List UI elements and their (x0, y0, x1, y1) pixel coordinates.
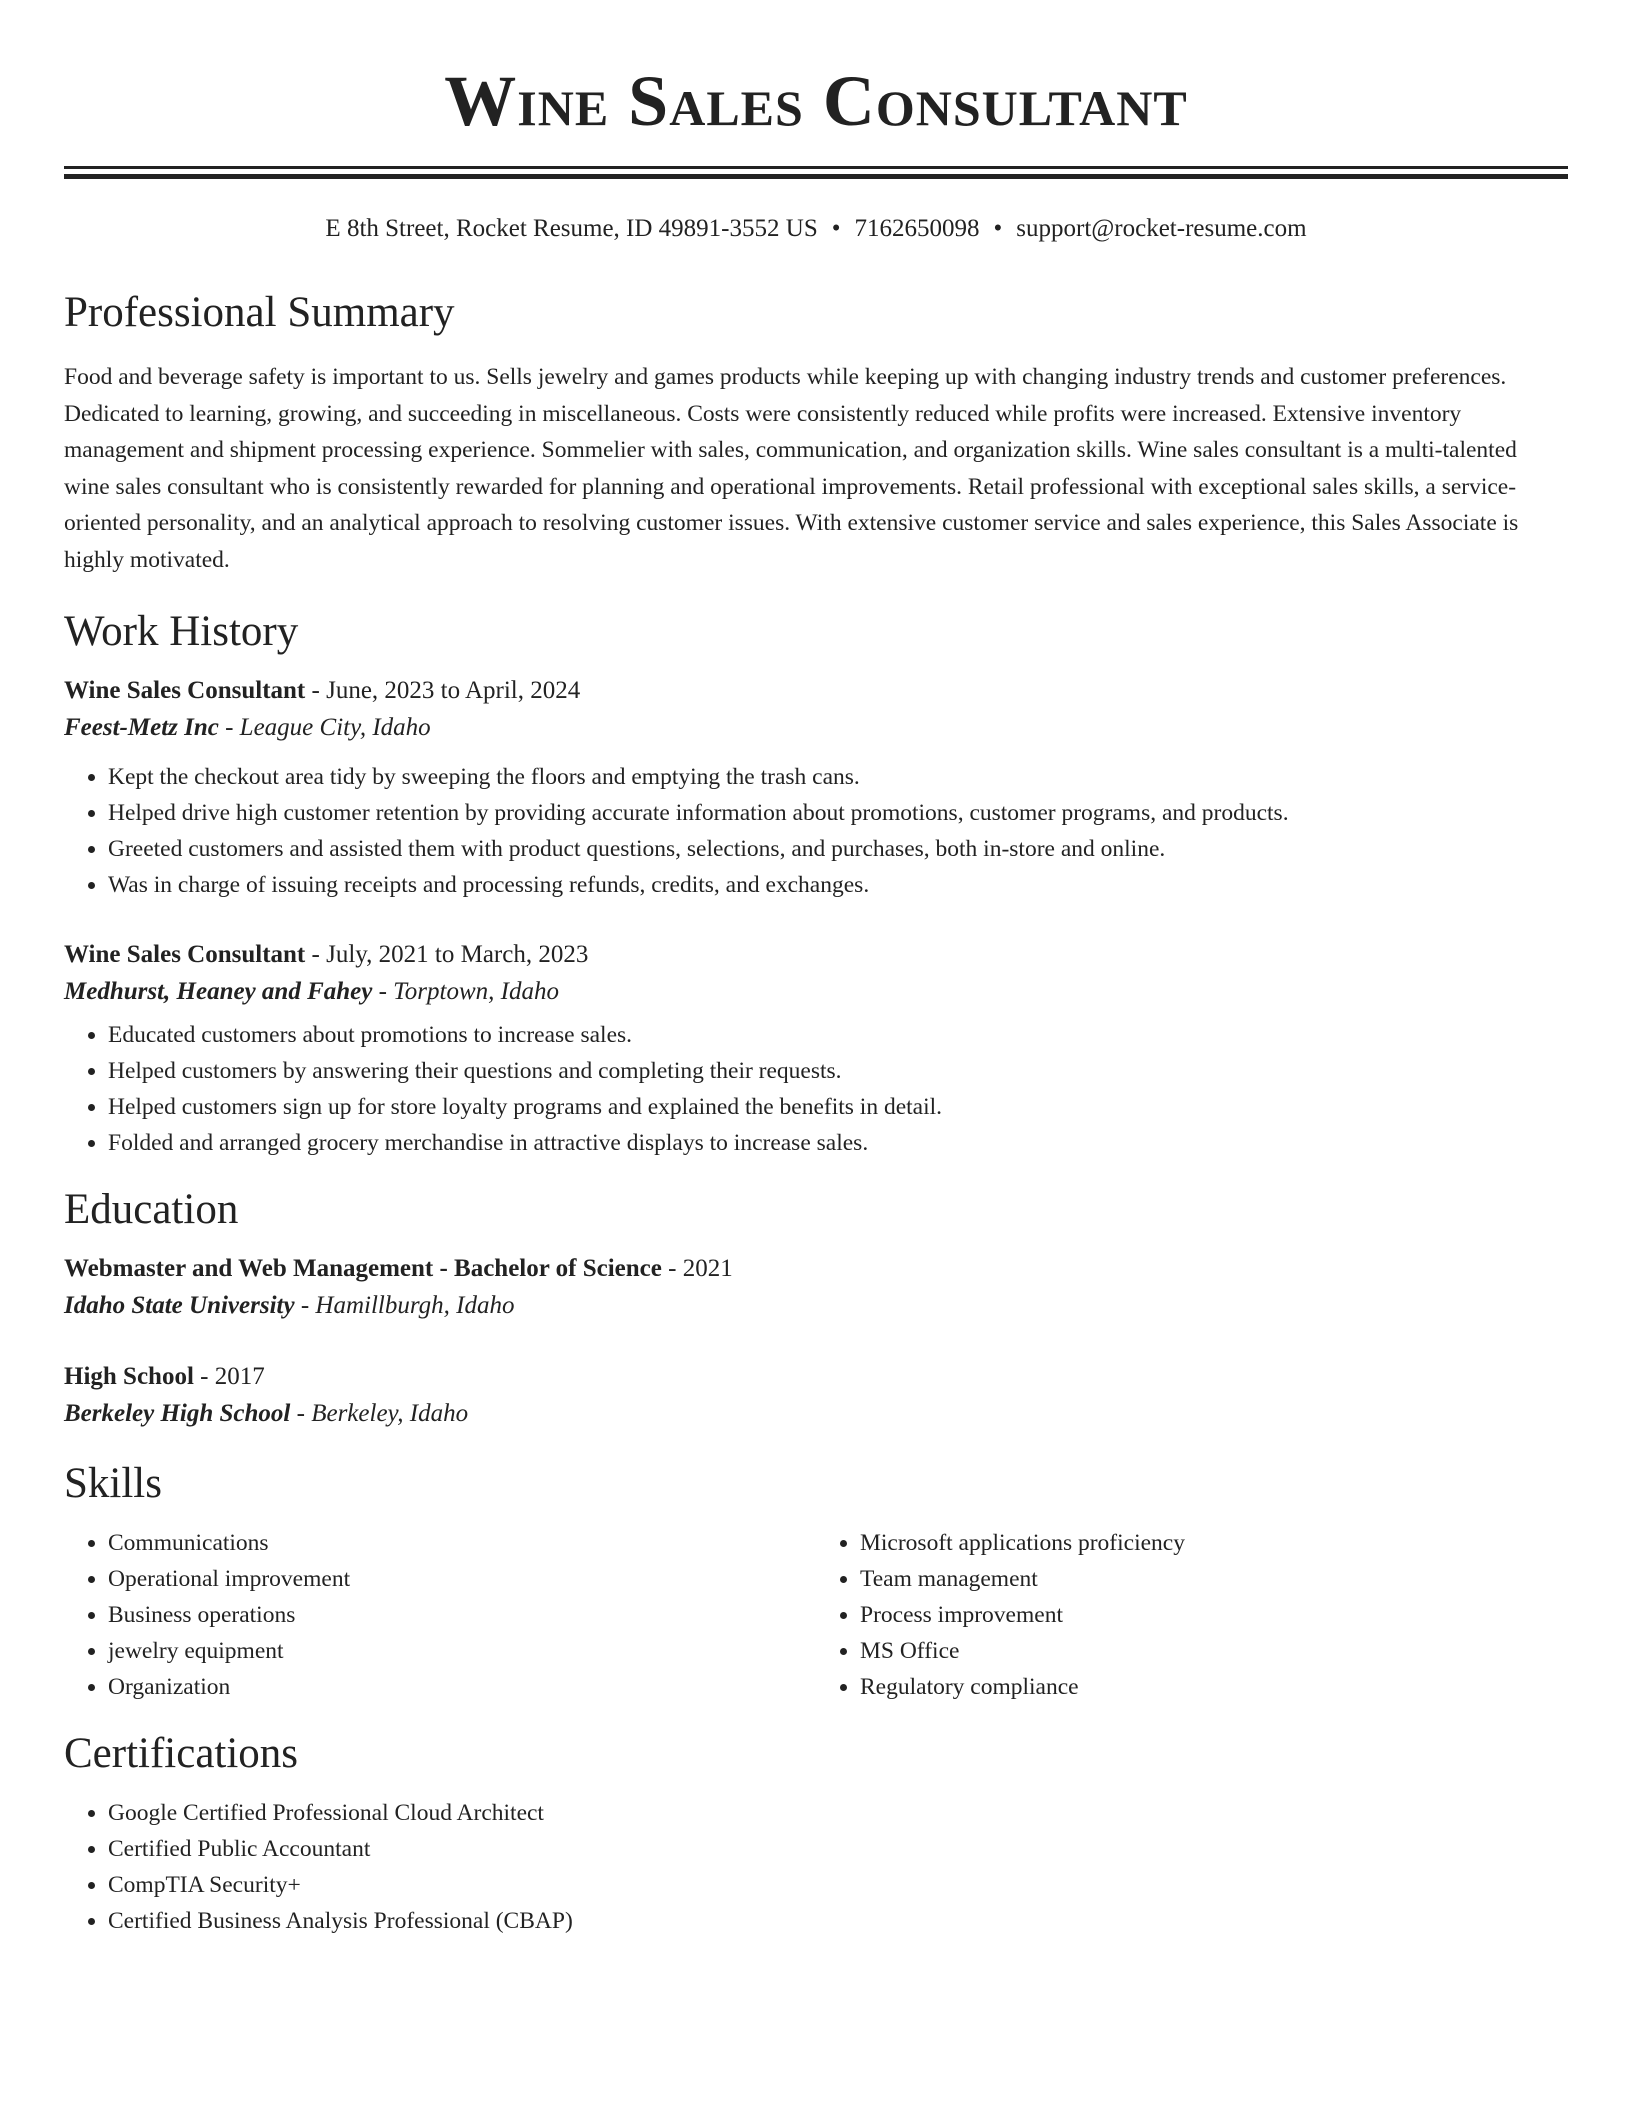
contact-phone: 7162650098 (854, 215, 980, 242)
list-item: • Team management (860, 1561, 1568, 1597)
job-company: Feest-Metz Inc (64, 714, 219, 741)
job-title-line (64, 673, 1568, 709)
list-item: • Helped customers by answering their questions and completing their requests. (108, 1053, 1568, 1089)
skills-columns (64, 1525, 1568, 1705)
list-item: • jewelry equipment (108, 1633, 816, 1669)
education-school: Berkeley High School (64, 1400, 291, 1427)
job-role: Wine Sales Consultant (64, 941, 306, 968)
job-entry (64, 673, 1568, 903)
list-item: • Process improvement (860, 1597, 1568, 1633)
resume-title: Wine Sales Consultant (444, 61, 1188, 141)
job-company-line (64, 973, 1568, 1011)
job-duties-list (64, 759, 1568, 903)
education-school: Idaho State University (64, 1292, 295, 1319)
list-item: • Educated customers about promotions to increase sales. (108, 1017, 1568, 1053)
summary-heading: Professional Summary (64, 289, 455, 336)
list-item: • Google Certified Professional Cloud Architect (108, 1795, 1568, 1831)
skills-list-left (64, 1525, 816, 1705)
list-item: • Communications (108, 1525, 816, 1561)
list-item: • Folded and arranged grocery merchandise in attractive displays to increase sales. (108, 1125, 1568, 1161)
job-title-line (64, 937, 1568, 973)
contact-email: support@rocket-resume.com (1016, 215, 1307, 242)
education-school-line (64, 1395, 1568, 1433)
education-location: - Hamillburgh, Idaho (294, 1292, 515, 1319)
job-dates: - July, 2021 to March, 2023 (305, 941, 589, 968)
contact-address: E 8th Street, Rocket Resume, ID 49891-3552 US (325, 215, 818, 242)
job-company-line (64, 709, 1568, 747)
job-duties-list (64, 1017, 1568, 1161)
education-entry (64, 1251, 1568, 1325)
list-item: • Operational improvement (108, 1561, 816, 1597)
title-double-rule (64, 166, 1568, 179)
job-location: - League City, Idaho (218, 714, 431, 741)
education-year: - 2021 (661, 1255, 733, 1282)
list-item: • Was in charge of issuing receipts and processing refunds, credits, and exchanges. (108, 867, 1568, 903)
list-item: • Certified Public Accountant (108, 1831, 1568, 1867)
work-history-heading: Work History (64, 608, 299, 655)
list-item: • Helped customers sign up for store loyalty programs and explained the benefits in detail. (108, 1089, 1568, 1125)
contact-separator: • (831, 215, 841, 242)
certifications-heading: Certifications (64, 1730, 299, 1777)
job-entry (64, 937, 1568, 1161)
list-item: • Kept the checkout area tidy by sweeping the floors and emptying the trash cans. (108, 759, 1568, 795)
education-year: - 2017 (193, 1363, 265, 1390)
job-dates: - June, 2023 to April, 2024 (305, 677, 581, 704)
contact-separator: • (993, 215, 1003, 242)
education-degree: High School (64, 1363, 194, 1390)
education-school-line (64, 1287, 1568, 1325)
education-degree: Webmaster and Web Management - Bachelor of Science (64, 1255, 662, 1282)
summary-text: Food and beverage safety is important to us. Sells jewelry and games products while keeping up with changing industry trends and customer preferences. Dedicated to learning, growing, and succeeding in miscellaneous. Costs were consistently reduced while profits were increased. Extensive inventory management and shipment processing experience. Sommelier with sales, communication, and organization skills. Wine sales consultant is a multi-talented wine sales consultant who is consistently rewarded for planning and operational improvements. Retail professional with exceptional sales skills, a service-oriented personality, and an analytical approach to resolving customer issues. With extensive customer service and sales experience, this Sales Associate is highly motivated. (64, 364, 1519, 573)
list-item: • Regulatory compliance (860, 1669, 1568, 1705)
contact-line (64, 212, 1568, 246)
job-location: - Torptown, Idaho (372, 978, 559, 1005)
list-item: • Helped drive high customer retention by providing accurate information about promotions, customer programs, and products. (108, 795, 1568, 831)
skills-list-right (816, 1525, 1568, 1705)
skills-heading: Skills (64, 1460, 162, 1507)
education-title-line (64, 1359, 1568, 1395)
list-item: • Business operations (108, 1597, 816, 1633)
education-entry (64, 1359, 1568, 1433)
education-location: - Berkeley, Idaho (290, 1400, 469, 1427)
job-role: Wine Sales Consultant (64, 677, 306, 704)
list-item: • CompTIA Security+ (108, 1867, 1568, 1903)
certifications-list (64, 1795, 1568, 1939)
list-item: • MS Office (860, 1633, 1568, 1669)
job-company: Medhurst, Heaney and Fahey (64, 978, 373, 1005)
list-item: • Organization (108, 1669, 816, 1705)
list-item: • Certified Business Analysis Professional (CBAP) (108, 1903, 1568, 1939)
list-item: • Greeted customers and assisted them with product questions, selections, and purchases, both in-store and online. (108, 831, 1568, 867)
education-title-line (64, 1251, 1568, 1287)
education-heading: Education (64, 1186, 239, 1233)
list-item: • Microsoft applications proficiency (860, 1525, 1568, 1561)
